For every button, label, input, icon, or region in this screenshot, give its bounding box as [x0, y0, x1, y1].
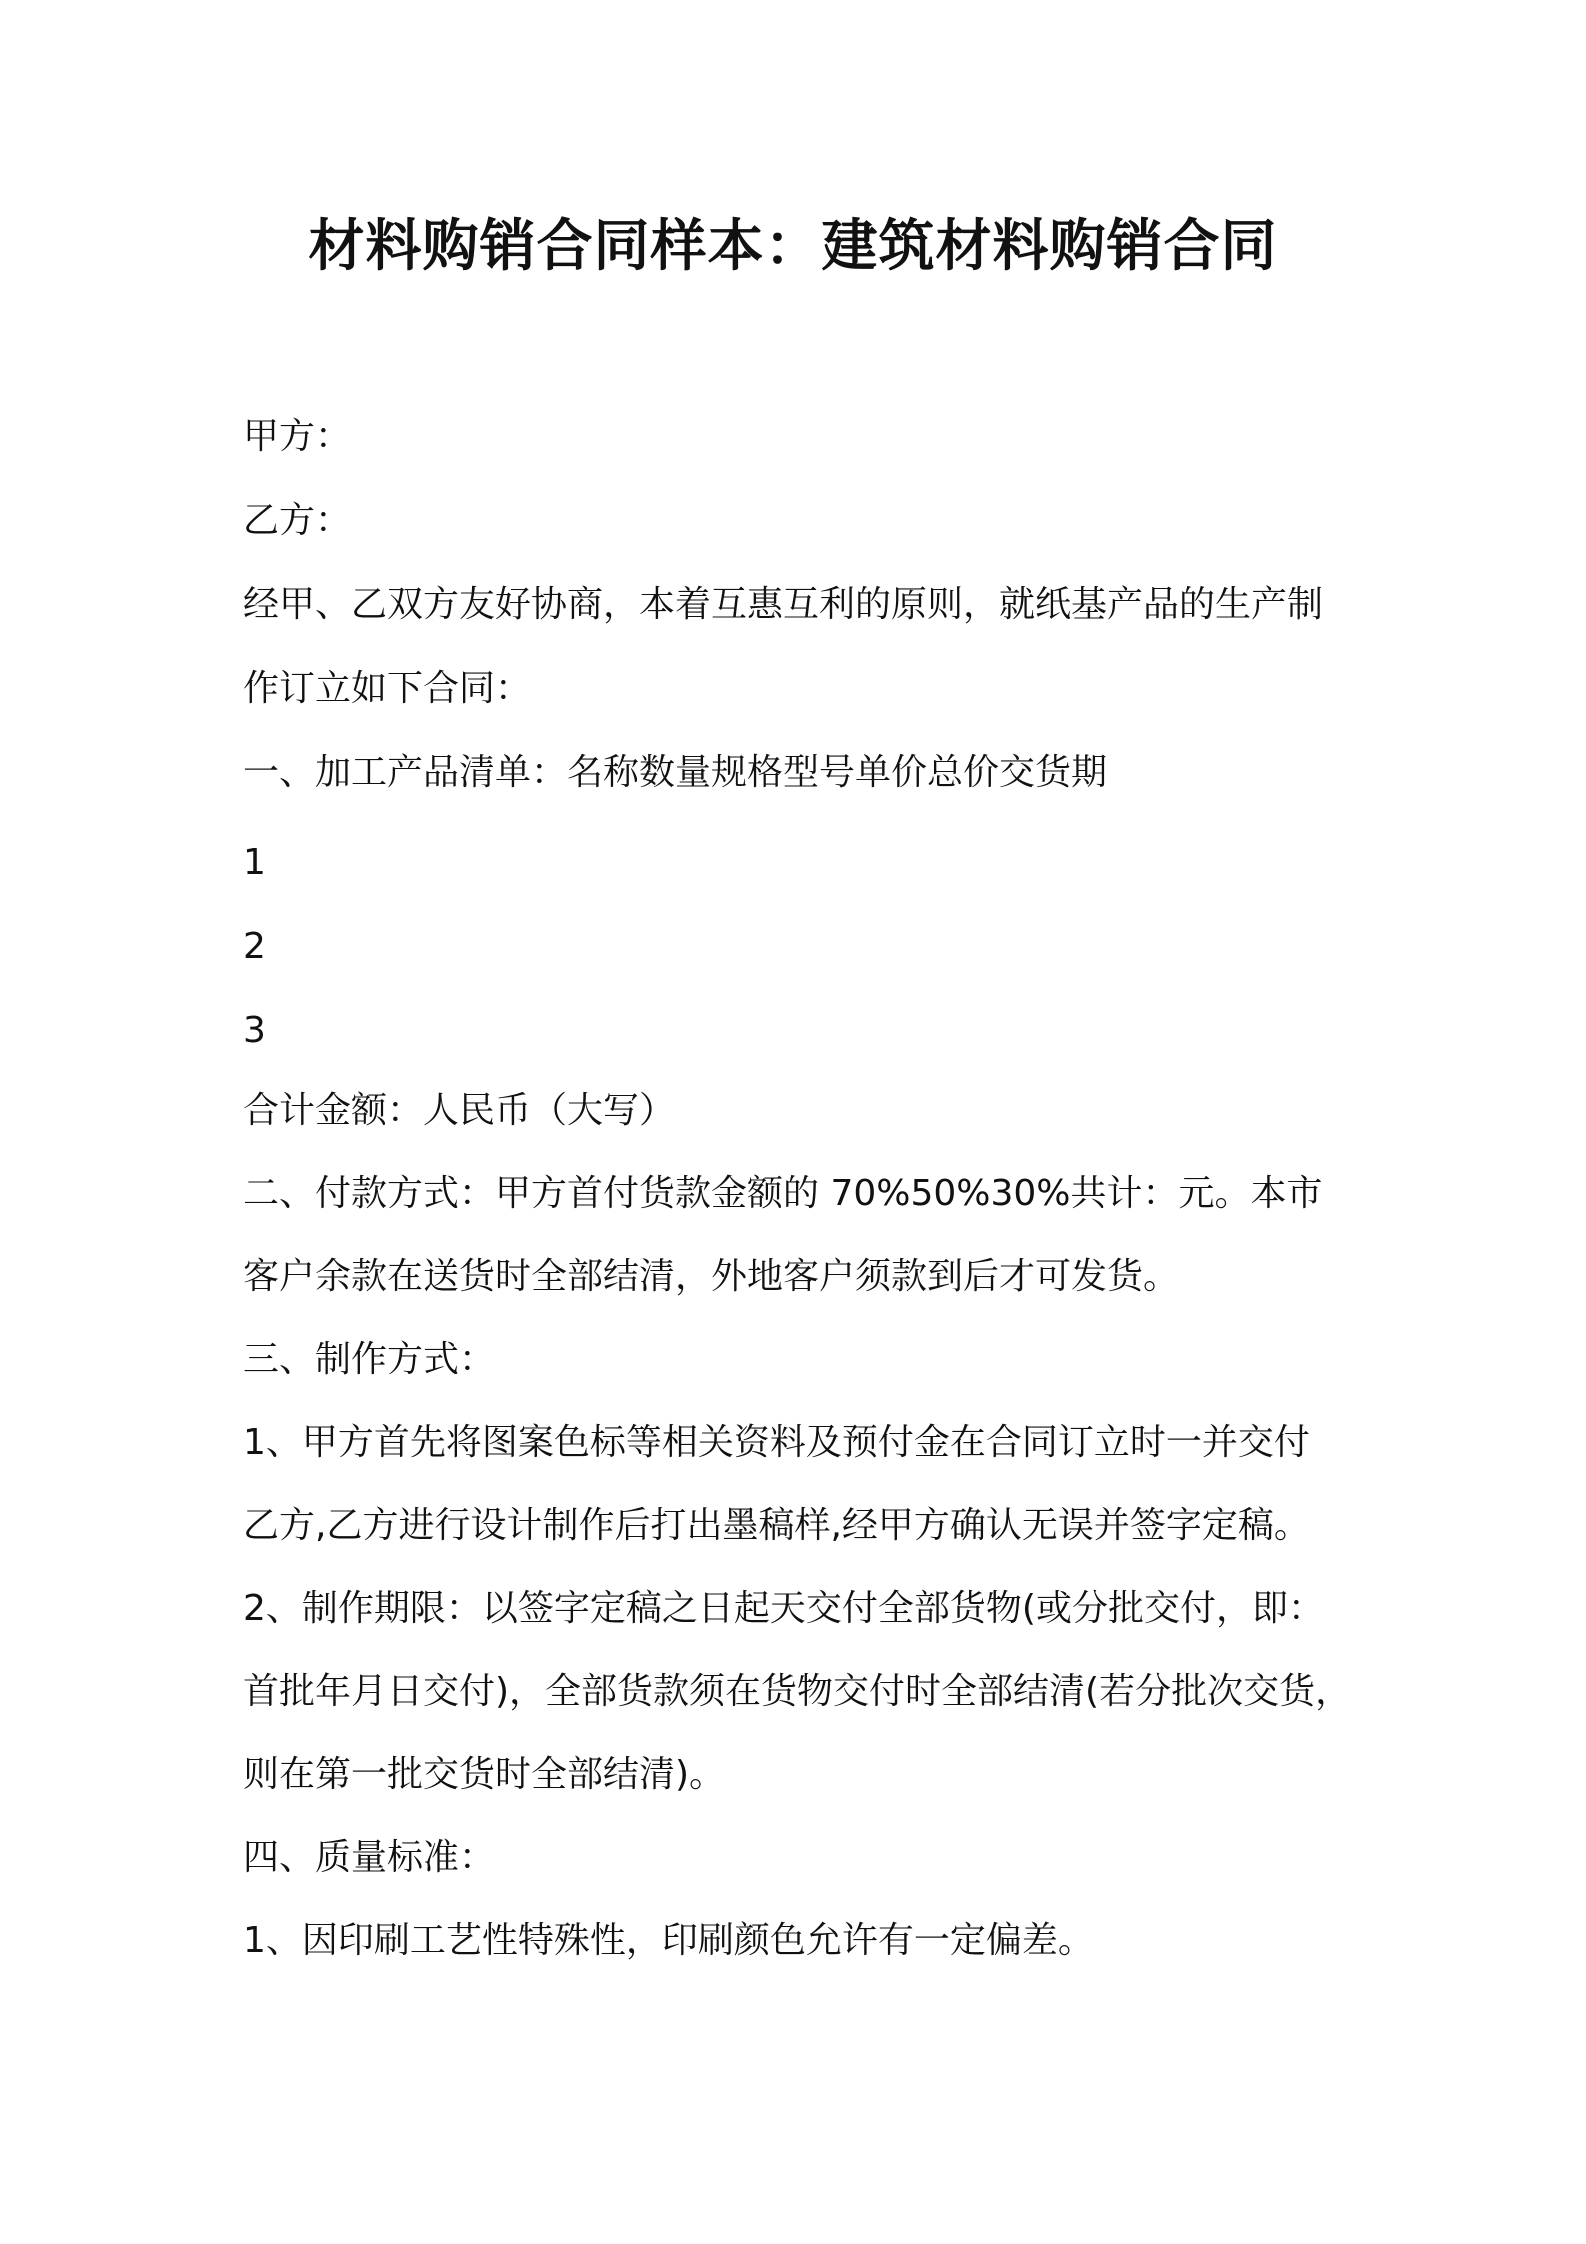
- section-4-heading: 四、质量标准：: [243, 1837, 496, 1878]
- party-a-line: 甲方：: [243, 416, 352, 457]
- product-item-1: 1: [243, 842, 266, 883]
- section-3-heading: 三、制作方式：: [243, 1339, 496, 1380]
- total-amount-line: 合计金额：人民币（大写）: [243, 1090, 676, 1131]
- section-3-clause-1-line-1: 1、甲方首先将图案色标等相关资料及预付金在合同订立时一并交付: [243, 1422, 1310, 1463]
- document-title: 材料购销合同样本：建筑材料购销合同: [308, 214, 1278, 279]
- section-2-line-1: 二、付款方式：甲方首付货款金额的 70%50%30%共计：元。本市: [243, 1173, 1323, 1214]
- section-3-clause-2-line-2: 首批年月日交付)，全部货款须在货物交付时全部结清(若分批次交货，: [243, 1671, 1352, 1712]
- section-1-heading: 一、加工产品清单：名称数量规格型号单价总价交货期: [243, 752, 1108, 793]
- preamble-line-2: 作订立如下合同：: [243, 668, 532, 709]
- preamble-line-1: 经甲、乙双方友好协商，本着互惠互利的原则，就纸基产品的生产制: [243, 584, 1324, 625]
- product-item-3: 3: [243, 1010, 266, 1051]
- section-3-clause-2-line-3: 则在第一批交货时全部结清)。: [243, 1754, 726, 1795]
- section-3-clause-1-line-2: 乙方,乙方进行设计制作后打出墨稿样,经甲方确认无误并签字定稿。: [243, 1505, 1310, 1546]
- product-item-2: 2: [243, 926, 266, 967]
- section-4-clause-1: 1、因印刷工艺性特殊性，印刷颜色允许有一定偏差。: [243, 1920, 1094, 1961]
- section-2-line-2: 客户余款在送货时全部结清，外地客户须款到后才可发货。: [243, 1256, 1180, 1297]
- party-b-line: 乙方：: [243, 500, 352, 541]
- section-3-clause-2-line-1: 2、制作期限：以签字定稿之日起天交付全部货物(或分批交付，即：: [243, 1588, 1324, 1629]
